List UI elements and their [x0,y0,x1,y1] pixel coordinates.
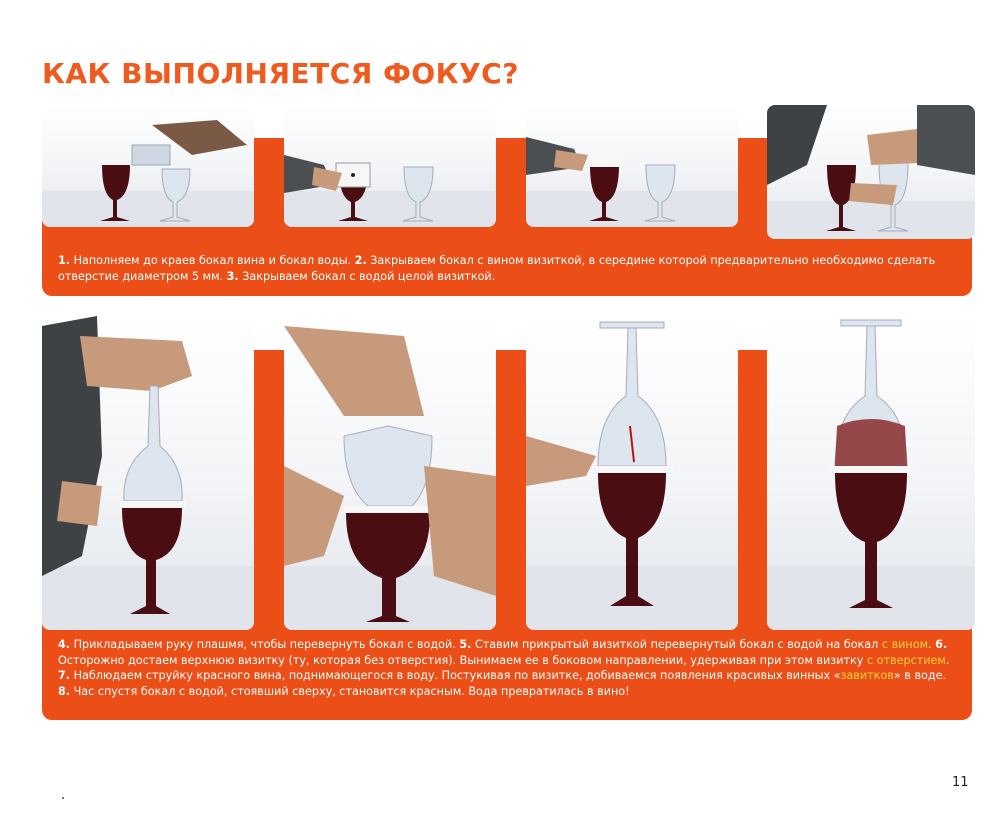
photo-step-7-8 [767,316,975,630]
photo-step-6 [526,316,738,630]
step-number: 6. [935,638,948,651]
caption-text: Ставим прикрытый визиткой перевернутый бокал с водой на бокал [471,638,882,651]
caption-text: Закрываем бокал с водой целой визиткой. [238,269,496,283]
caption-text: Осторожно достаем верхнюю визитку (ту, которая без отверстия). Вынимаем ее в боковом направлении, удерживая при этом визитку [58,653,867,667]
stray-mark [62,797,64,799]
step-number: 3. [226,269,239,283]
caption-text: . [945,653,950,667]
steps-1-3-caption [58,253,958,284]
step-number: 7. [58,669,71,683]
photo-step-2 [284,105,496,227]
step-number: 5. [459,638,472,651]
caption-text: Час спустя бокал с водой, стоявший сверху, становится красным. Вода превратилась в вино! [70,684,630,698]
caption-text: Наблюдаем струйку красного вина, поднимающегося в воду. Постукивая по визитке, добиваемся появления красивых винных « [70,669,841,683]
caption-text: Закрываем бокал с вином визиткой, в середине которой предварительно необходимо сделать отверстие диаметром 5 мм. [58,254,936,283]
caption-text: с отверстием [866,653,946,667]
caption-text: . [928,638,936,651]
photo-step-5 [284,316,496,630]
step-number: 8. [58,684,71,698]
page-title: КАК ВЫПОЛНЯЕТСЯ ФОКУС? [42,57,519,90]
steps-4-8-caption [58,637,958,699]
step-number: 1. [58,254,71,267]
photo-step-4-prep [767,105,975,239]
caption-text: с вином [881,638,929,651]
photo-step-1 [42,105,254,227]
caption-text: Прикладываем руку плашмя, чтобы перевернуть бокал с водой. [70,638,460,651]
caption-text: завитков [840,669,894,683]
step-number: 4. [58,638,71,651]
caption-text: Наполняем до краев бокал вина и бокал воды. [70,254,355,267]
step-number: 2. [354,254,367,267]
page-number: 11 [952,775,969,790]
caption-text: » в воде. [893,669,947,683]
photo-step-4 [42,316,254,630]
photo-step-3 [526,105,738,227]
